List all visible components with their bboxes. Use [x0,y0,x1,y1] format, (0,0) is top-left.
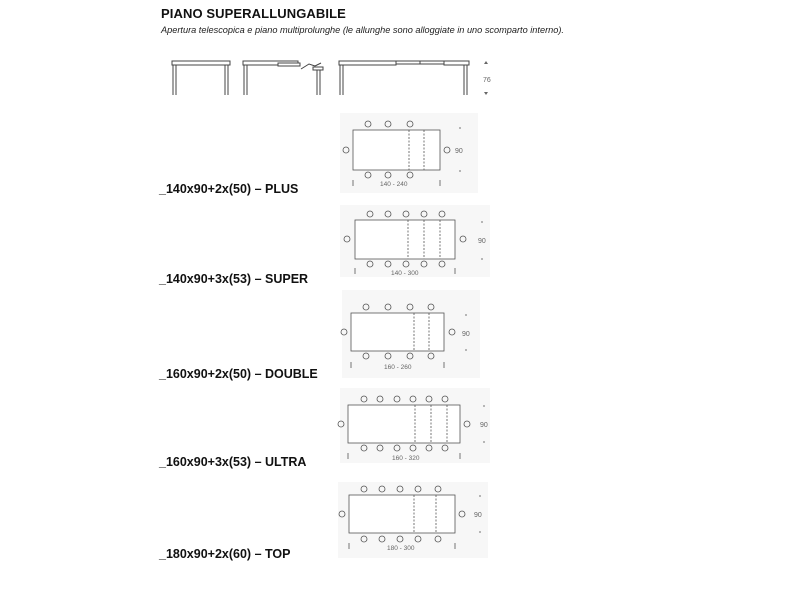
length-range-double: 160 - 260 [384,364,412,371]
depth-plus: 90 [455,148,463,155]
length-range-plus: 140 - 240 [380,181,408,188]
page-title: PIANO SUPERALLUNGABILE [161,6,346,21]
length-range-ultra: 160 - 320 [392,455,420,462]
model-label-double: _160x90+2x(50) – DOUBLE [159,367,318,381]
length-range-super: 140 - 300 [391,270,419,277]
model-label-top: _180x90+2x(60) – TOP [159,547,291,561]
depth-ultra: 90 [480,422,488,429]
depth-super: 90 [478,238,486,245]
model-label-plus: _140x90+2x(50) – PLUS [159,182,299,196]
model-label-ultra: _160x90+3x(53) – ULTRA [159,455,307,469]
height-label: 76 [483,77,491,84]
length-range-top: 180 - 300 [387,545,415,552]
model-label-super: _140x90+3x(53) – SUPER [159,272,309,286]
depth-top: 90 [474,512,482,519]
page-subtitle: Apertura telescopica e piano multiprolunghe (le allunghe sono alloggiate in uno scomparto interno). [161,25,564,35]
depth-double: 90 [462,331,470,338]
